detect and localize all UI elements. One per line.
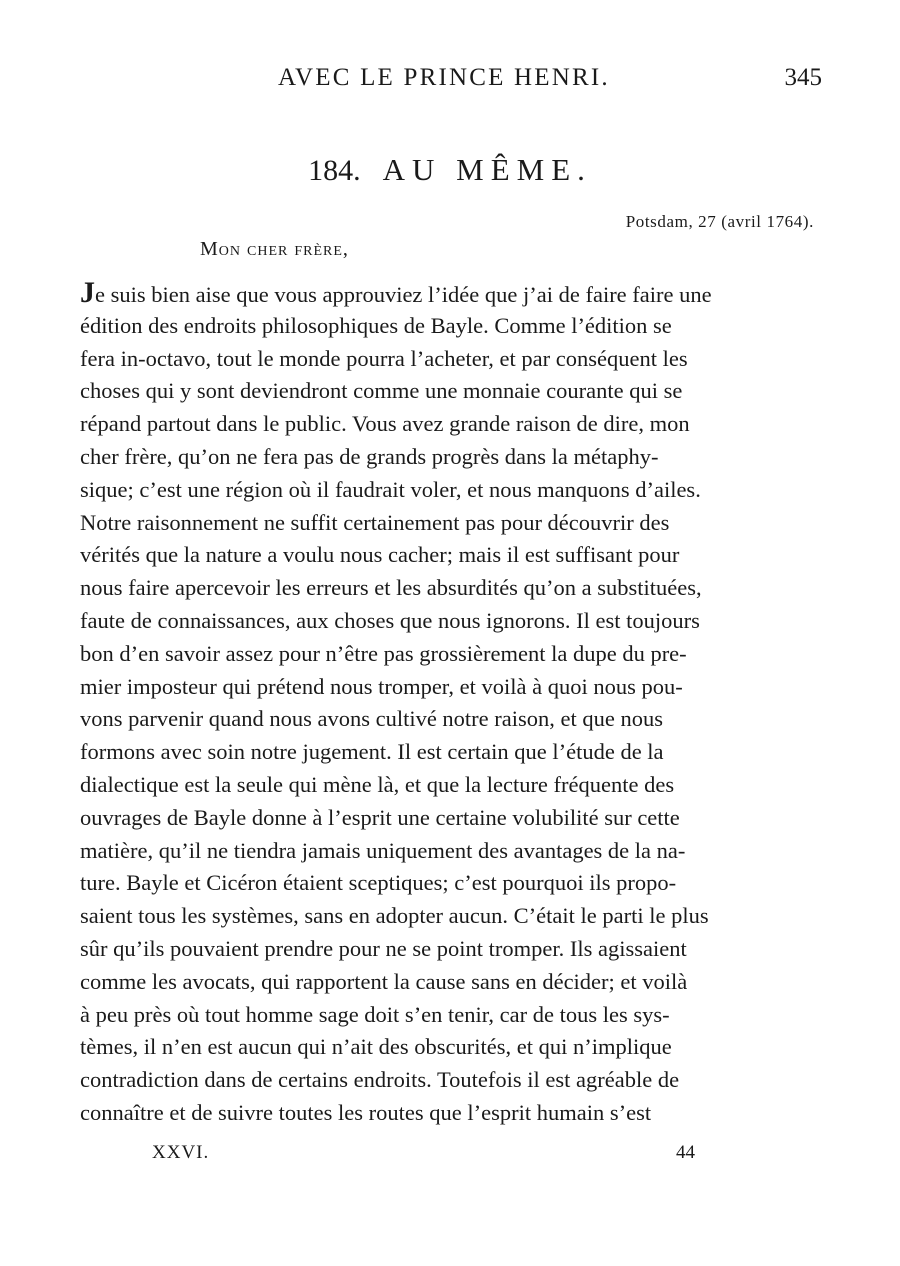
- letter-title: [0, 152, 900, 188]
- gathering-number: 44: [676, 1142, 695, 1163]
- body-line: formons avec soin notre jugement. Il est certain que l’étude de la: [80, 739, 664, 765]
- body-line: à peu près où tout homme sage doit s’en tenir, car de tous les sys-: [80, 1001, 670, 1027]
- body-line: contradiction dans de certains endroits. Toutefois il est agréable de: [80, 1067, 680, 1093]
- body-line: choses qui y sont deviendront comme une monnaie courante qui se: [80, 378, 683, 404]
- body-line: fera in-octavo, tout le monde pourra l’acheter, et par conséquent les: [80, 345, 688, 371]
- running-title: AVEC LE PRINCE HENRI.: [278, 64, 610, 91]
- body-line: ture. Bayle et Cicéron étaient sceptiques; c’est pourquoi ils propo-: [80, 870, 677, 896]
- body-line: sûr qu’ils pouvaient prendre pour ne se point tromper. Ils agissaient: [80, 935, 687, 961]
- body-line: édition des endroits philosophiques de Bayle. Comme l’édition se: [80, 312, 672, 338]
- body-line: connaître et de suivre toutes les routes que l’esprit humain s’est: [80, 1099, 652, 1125]
- volume-signature: XXVI.: [152, 1142, 210, 1163]
- body-line: bon d’en savoir assez pour n’être pas grossièrement la dupe du pre-: [80, 640, 687, 666]
- page-footer: [0, 1142, 900, 1170]
- body-line: nous faire apercevoir les erreurs et les absurdités qu’on a substituées,: [80, 575, 702, 601]
- body-line: ouvrages de Bayle donne à l’esprit une certaine volubilité sur cette: [80, 804, 680, 830]
- body-line: répand partout dans le public. Vous avez grande raison de dire, mon: [80, 411, 690, 437]
- drop-cap: J: [80, 277, 95, 309]
- body-line: Notre raisonnement ne suffit certainement pas pour découvrir des: [80, 509, 670, 535]
- body-line: [80, 277, 828, 310]
- body-line: comme les avocats, qui rapportent la cause sans en décider; et voilà: [80, 968, 688, 994]
- body-line: mier imposteur qui prétend nous tromper, et voilà à quoi nous pou-: [80, 673, 683, 699]
- body-line: faute de connaissances, aux choses que nous ignorons. Il est toujours: [80, 607, 700, 633]
- dateline: Potsdam, 27 (avril 1764).: [625, 212, 814, 231]
- body-line-text: e suis bien aise que vous approuviez l’idée que j’ai de faire faire une: [95, 282, 712, 307]
- letter-heading: AU MÊME.: [382, 152, 592, 187]
- body-line: vons parvenir quand nous avons cultivé notre raison, et que nous: [80, 706, 664, 732]
- letter-body: [80, 277, 828, 1130]
- body-line: sique; c’est une région où il faudrait voler, et nous manquons d’ailes.: [80, 476, 701, 502]
- body-line: dialectique est la seule qui mène là, et que la lecture fréquente des: [80, 771, 675, 797]
- salutation: Mon cher frère,: [200, 238, 349, 260]
- page-number: 345: [784, 64, 822, 91]
- running-head: [0, 64, 900, 100]
- body-line: vérités que la nature a voulu nous cacher; mais il est suffisant pour: [80, 542, 680, 568]
- letter-number: 184.: [308, 154, 361, 187]
- body-line: matière, qu’il ne tiendra jamais uniquement des avantages de la na-: [80, 837, 686, 863]
- body-line: saient tous les systèmes, sans en adopter aucun. C’était le parti le plus: [80, 903, 709, 929]
- body-line: tèmes, il n’en est aucun qui n’ait des obscurités, et qui n’implique: [80, 1034, 672, 1060]
- body-line: cher frère, qu’on ne fera pas de grands progrès dans la métaphy-: [80, 443, 659, 469]
